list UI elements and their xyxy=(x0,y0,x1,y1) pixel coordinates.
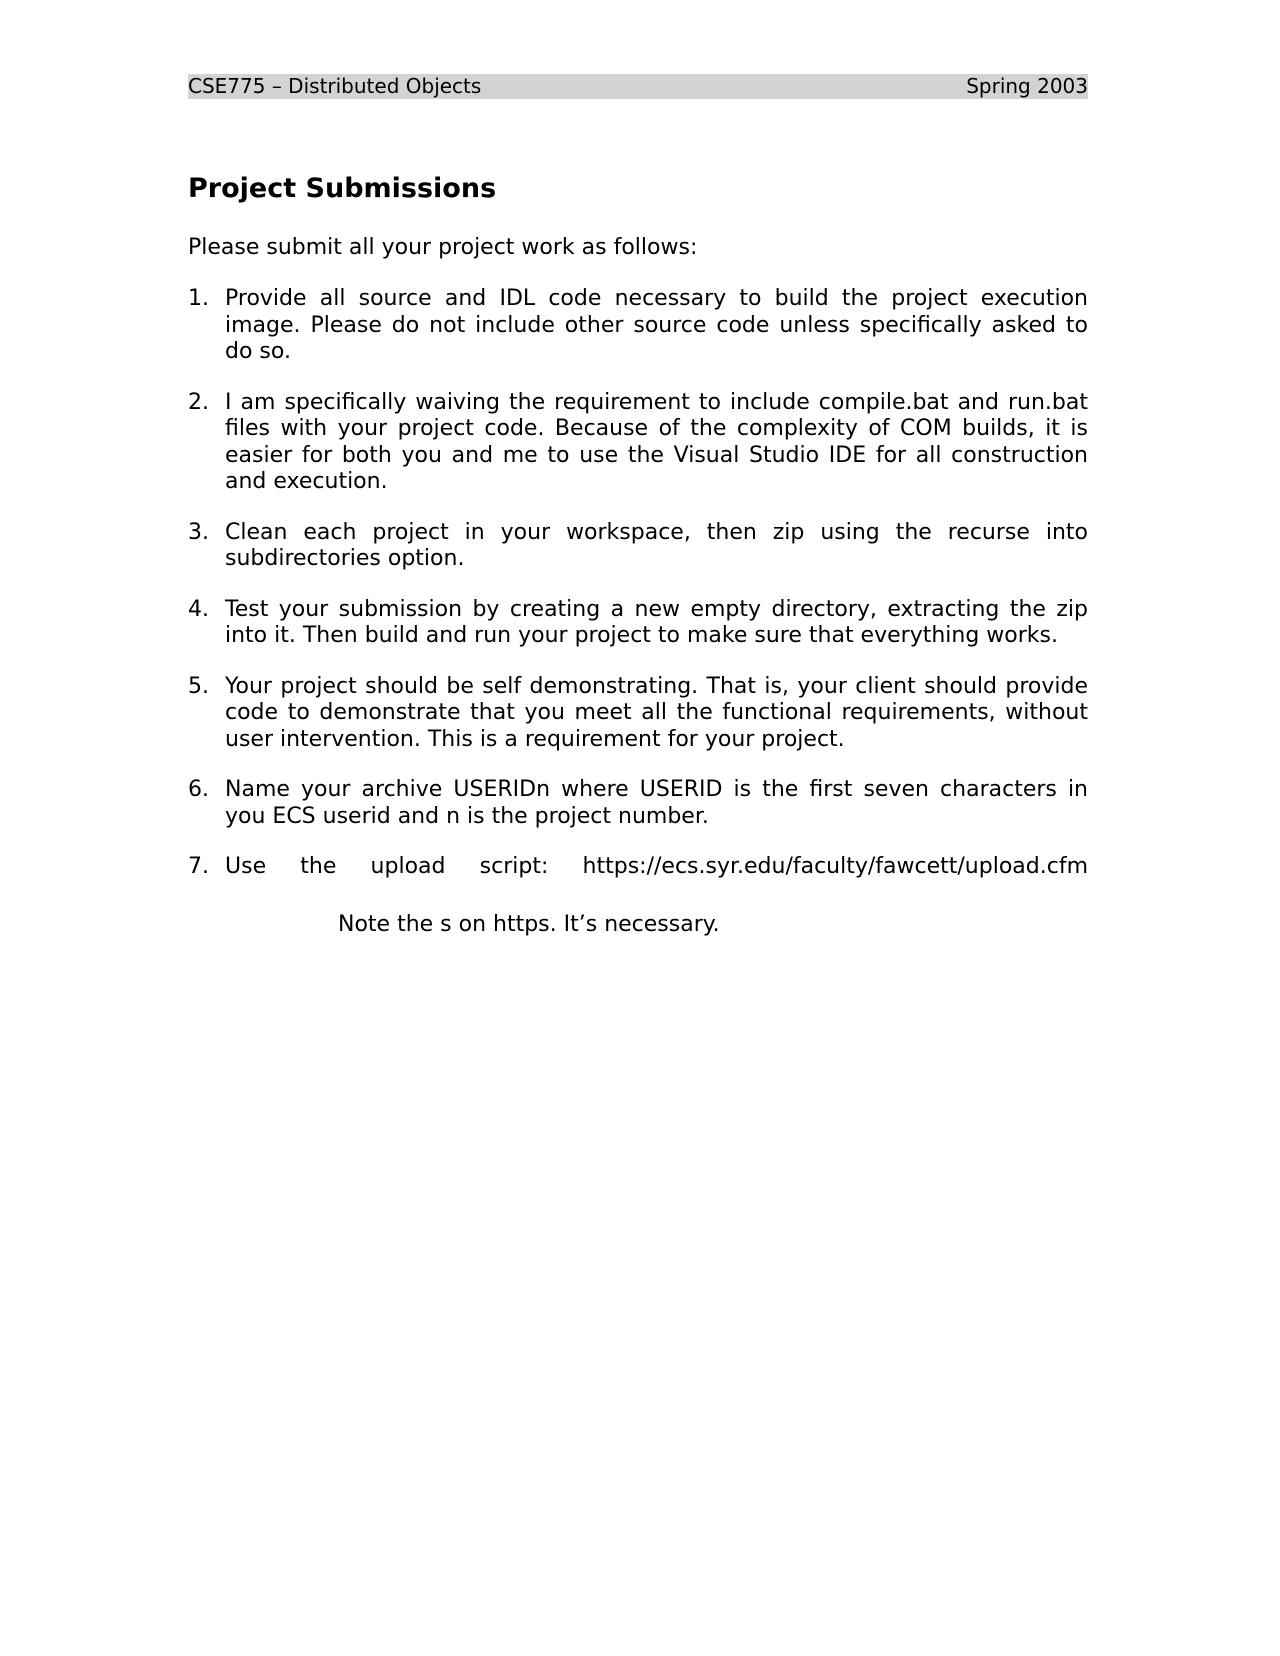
document-page xyxy=(188,74,1088,938)
submission-steps-list xyxy=(188,286,1088,881)
step-text: Test your submission by creating a new empty directory, extracting the zip into it. Then build and run your project to make sure that everything works. xyxy=(225,596,1088,648)
step-number: 3. xyxy=(188,519,209,545)
step-text: Name your archive USERIDn where USERID is the first seven characters in you ECS userid and n is the project number. xyxy=(225,777,1088,829)
running-header xyxy=(188,74,1088,99)
list-item xyxy=(188,674,1088,754)
step-number: 5. xyxy=(188,673,209,699)
intro-text: Please submit all your project work as follows: xyxy=(188,235,698,260)
step-number: 6. xyxy=(188,777,209,802)
step-text: I am specifically waiving the requirement to include compile.bat and run.bat files with your project code. Because of the complexity of COM builds, it is easier for both you and me to use the Visual Studio IDE for all construction and execution. xyxy=(225,389,1088,494)
list-item xyxy=(188,286,1088,366)
list-item xyxy=(188,390,1088,496)
list-item-upload xyxy=(188,854,1088,881)
list-item xyxy=(188,777,1088,830)
step-text: Your project should be self demonstrating. That is, your client should provide code to demonstrate that you meet all the functional requirements, without user intervention. This is a requirement for your project. xyxy=(225,673,1088,752)
step-text: Provide all source and IDL code necessary to build the project execution image. Please do not include other source code unless specifically asked to do so. xyxy=(225,286,1088,364)
step-text: Clean each project in your workspace, then zip using the recurse into subdirectories option. xyxy=(225,519,1088,571)
list-item xyxy=(188,597,1088,650)
https-note: Note the s on https. It’s necessary. xyxy=(338,911,720,937)
course-title: CSE775 – Distributed Objects xyxy=(188,74,482,98)
term-label: Spring 2003 xyxy=(966,74,1088,98)
step-number: 4. xyxy=(188,596,209,622)
step-number: 7. xyxy=(188,854,209,879)
page-title: Project Submissions xyxy=(188,173,497,204)
list-item xyxy=(188,520,1088,573)
step-number: 2. xyxy=(188,389,209,415)
upload-script-text: Use the upload script: https://ecs.syr.edu/faculty/fawcett/upload.cfm xyxy=(225,854,1088,879)
step-number: 1. xyxy=(188,286,209,311)
